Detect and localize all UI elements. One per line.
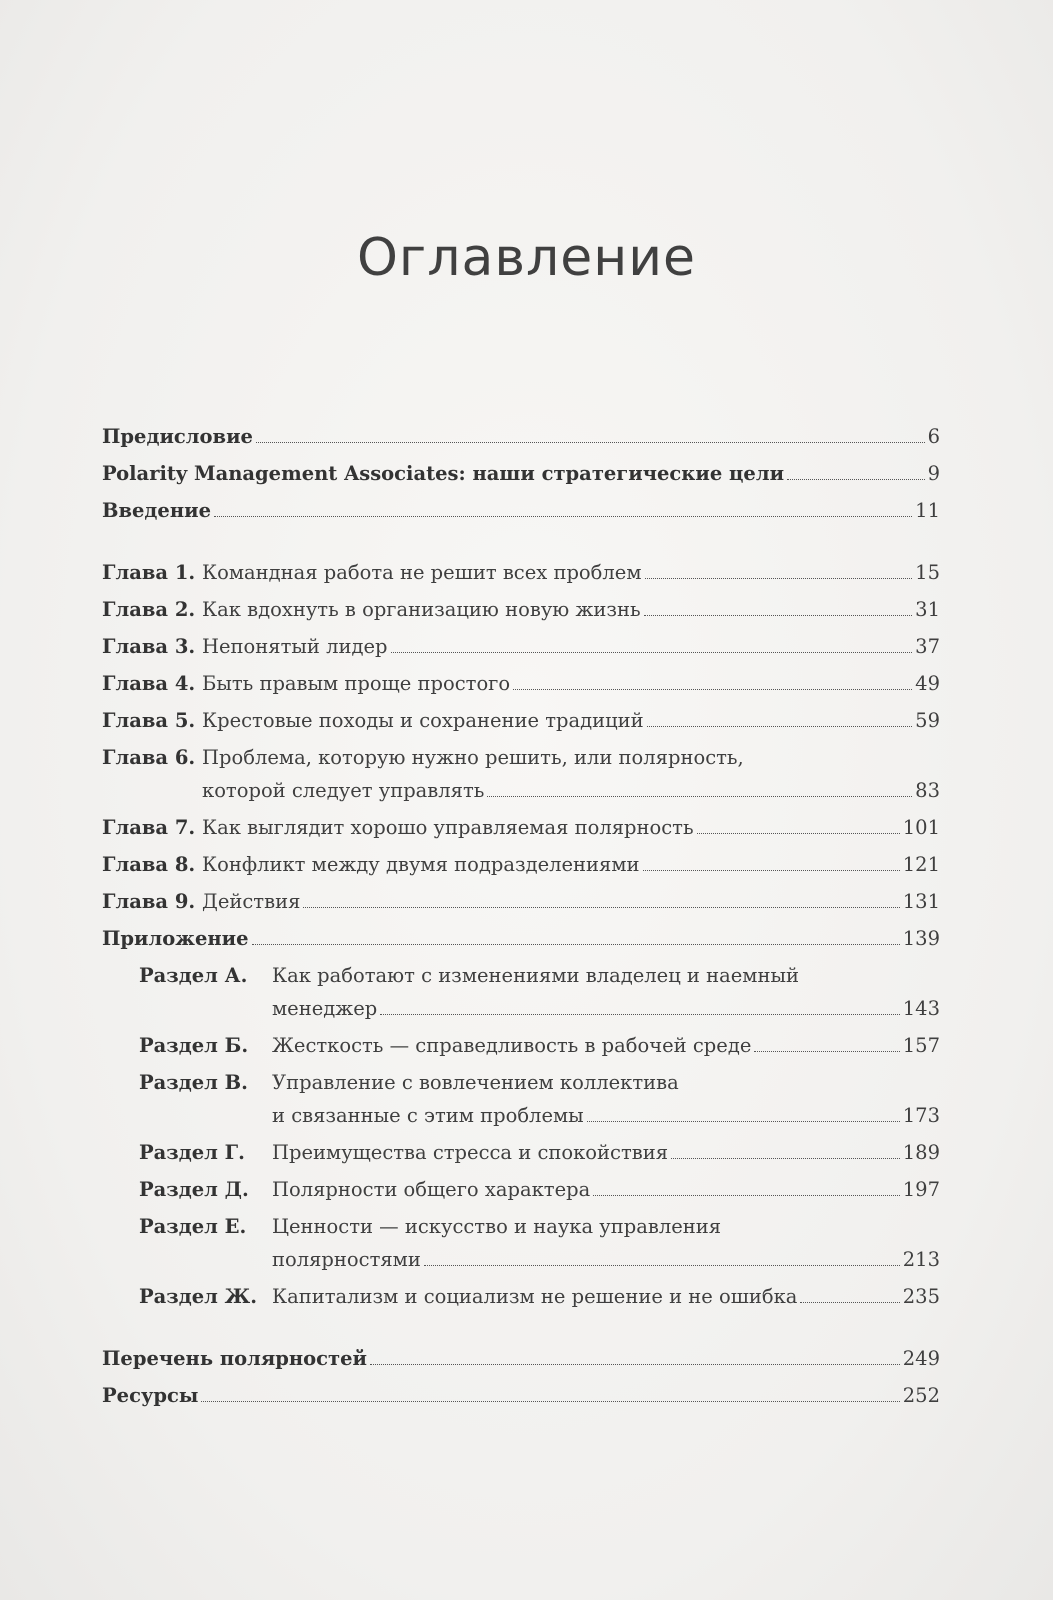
chapter-title-line: Проблема, которую нужно решить, или полярность, [202,746,744,769]
toc-page-number: 6 [927,425,940,448]
leader-dots [645,578,913,579]
toc-page-number: 197 [902,1178,940,1201]
toc-entry-section-a[interactable] [139,964,940,1021]
page-title: Оглавление [356,228,696,288]
leader-dots [201,1401,899,1402]
section-title: Полярности общего характера [272,1178,591,1201]
chapter-title: Крестовые походы и сохранение традиций [202,709,644,732]
leader-dots [644,615,913,616]
toc-page-number: 37 [915,635,940,658]
toc-page-number: 101 [902,816,940,839]
toc-page-number: 235 [902,1285,940,1308]
leader-dots [587,1121,900,1122]
toc-page-number: 11 [915,499,940,522]
toc-entry-section-b[interactable] [139,1034,940,1058]
section-title: Капитализм и социализм не решение и не ошибка [272,1285,798,1308]
toc-entry-section-zh[interactable] [139,1285,940,1309]
table-of-contents [102,425,940,1408]
toc-entry-introduction[interactable] [102,499,940,523]
chapter-label: Глава 9. [102,890,196,913]
chapter-label: Глава 2. [102,598,196,621]
chapter-title: Быть правым проще простого [202,672,511,695]
leader-dots [424,1265,900,1266]
toc-entry-chapter-2[interactable] [102,598,940,622]
chapter-title: Как выглядит хорошо управляемая полярность [202,816,694,839]
toc-page-number: 139 [902,927,940,950]
toc-page-number: 49 [915,672,940,695]
chapter-title: Непонятый лидер [202,635,388,658]
leader-dots [800,1302,899,1303]
toc-entry-label: Polarity Management Associates: наши стратегические цели [102,462,785,485]
toc-entry-section-e[interactable] [139,1215,940,1272]
toc-entry-pma-goals[interactable] [102,462,940,486]
section-title-line: Как работают с изменениями владелец и наемный [272,964,799,987]
section-title-block [272,964,940,1021]
section-label: Раздел Д. [139,1178,249,1201]
toc-entry-section-d[interactable] [139,1178,940,1202]
chapter-title-block [202,746,940,803]
toc-page-number: 83 [915,779,940,802]
leader-dots [214,516,912,517]
toc-entry-chapter-5[interactable] [102,709,940,733]
toc-page-number: 213 [902,1248,940,1271]
chapter-label: Глава 5. [102,709,196,732]
chapter-label: Глава 7. [102,816,196,839]
toc-page-number: 121 [902,853,940,876]
leader-dots [487,796,912,797]
toc-page-number: 143 [902,997,940,1020]
toc-page-number: 31 [915,598,940,621]
toc-entry-chapter-6[interactable] [102,746,940,803]
toc-entry-preface[interactable] [102,425,940,449]
toc-page-number: 189 [902,1141,940,1164]
section-label: Раздел Ж. [139,1285,258,1308]
toc-entry-section-v[interactable] [139,1071,940,1128]
section-title-line: и связанные с этим проблемы [272,1104,584,1127]
leader-dots [787,479,925,480]
leader-dots [647,726,913,727]
toc-entry-label: Перечень полярностей [102,1347,368,1370]
toc-entry-chapter-9[interactable] [102,890,940,914]
section-label: Раздел Б. [139,1034,249,1057]
toc-page-number: 131 [902,890,940,913]
toc-entry-chapter-4[interactable] [102,672,940,696]
toc-entry-chapter-8[interactable] [102,853,940,877]
chapter-title: Конфликт между двумя подразделениями [202,853,640,876]
chapter-label: Глава 6. [102,746,196,769]
toc-entry-label: Ресурсы [102,1384,199,1407]
leader-dots [256,442,925,443]
toc-entry-label: Приложение [102,927,249,950]
leader-dots [593,1195,900,1196]
leader-dots [380,1014,900,1015]
toc-entry-chapter-7[interactable] [102,816,940,840]
toc-entry-section-g[interactable] [139,1141,940,1165]
leader-dots [303,907,899,908]
leader-dots [370,1364,900,1365]
toc-entry-appendix[interactable] [102,927,940,951]
toc-entry-resources[interactable] [102,1384,940,1408]
leader-dots [513,689,912,690]
toc-entry-label: Введение [102,499,211,522]
section-title-block [272,1215,940,1272]
leader-dots [671,1158,900,1159]
toc-page-number: 59 [915,709,940,732]
section-label: Раздел В. [139,1071,248,1094]
toc-page-number: 249 [902,1347,940,1370]
section-title-line: полярностями [272,1248,421,1271]
leader-dots [754,1051,899,1052]
section-title-block [272,1071,940,1128]
toc-page-number: 157 [902,1034,940,1057]
toc-page-number: 15 [915,561,940,584]
leader-dots [697,833,900,834]
toc-entry-chapter-3[interactable] [102,635,940,659]
leader-dots [252,944,900,945]
toc-page-number: 9 [927,462,940,485]
section-title: Преимущества стресса и спокойствия [272,1141,669,1164]
toc-entry-label: Предисловие [102,425,253,448]
chapter-label: Глава 4. [102,672,196,695]
section-label: Раздел Е. [139,1215,247,1238]
section-title-line: менеджер [272,997,378,1020]
section-title-line: Управление с вовлечением коллектива [272,1071,679,1094]
chapter-title: Действия [202,890,301,913]
chapter-title: Как вдохнуть в организацию новую жизнь [202,598,641,621]
chapter-label: Глава 1. [102,561,196,584]
toc-entry-polarity-list[interactable] [102,1347,940,1371]
toc-entry-chapter-1[interactable] [102,561,940,585]
leader-dots [643,870,900,871]
appendix-sections [102,964,940,1309]
toc-page-number: 252 [902,1384,940,1407]
toc-page-number: 173 [902,1104,940,1127]
chapter-label: Глава 3. [102,635,196,658]
section-label: Раздел Г. [139,1141,245,1164]
leader-dots [391,652,913,653]
chapter-label: Глава 8. [102,853,196,876]
chapter-title-line: которой следует управлять [202,779,485,802]
section-title-line: Ценности — искусство и наука управления [272,1215,722,1238]
chapter-title: Командная работа не решит всех проблем [202,561,642,584]
section-title: Жесткость — справедливость в рабочей среде [272,1034,752,1057]
section-label: Раздел А. [139,964,248,987]
